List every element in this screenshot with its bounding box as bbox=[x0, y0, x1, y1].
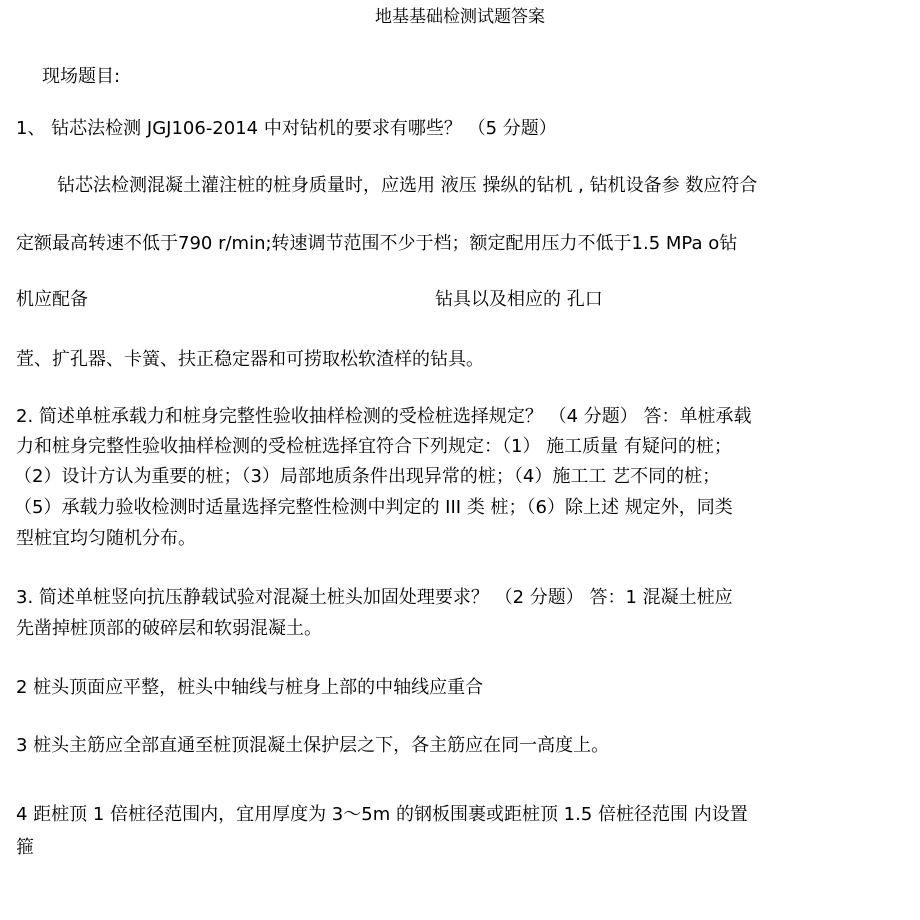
q1-answer-line-3-right: 钻具以及相应的 孔口 bbox=[435, 289, 603, 310]
q3-line-1: 3. 简述单桩竖向抗压静载试验对混凝土桩头加固处理要求？ （2 分题） 答：1 混凝土桩应 bbox=[16, 587, 733, 608]
q1-answer-line-3-left: 机应配备 bbox=[16, 289, 88, 310]
q2-line-4: （5）承载力验收检测时适量选择完整性检测中判定的 III 类 桩；（6）除上述 规定外，同类 bbox=[14, 497, 733, 518]
q3-item-3: 3 桩头主筋应全部直通至桩顶混凝土保护层之下，各主筋应在同一高度上。 bbox=[16, 735, 610, 756]
document-title: 地基基础检测试题答案 bbox=[375, 7, 545, 27]
q3-line-2: 先凿掉桩顶部的破碎层和软弱混凝土。 bbox=[16, 618, 322, 639]
q1-answer-line-4: 萓、扩孔器、卡簧、扶正稳定器和可捞取松软渣样的钻具。 bbox=[16, 349, 484, 370]
q1-answer-line-2: 定额最高转速不低于790 r/min;转速调节范围不少于档；额定配用压力不低于1.5 MPa o钻 bbox=[16, 233, 738, 254]
q2-line-2: 力和桩身完整性验收抽样检测的受检桩选择宜符合下列规定：（1） 施工质量 有疑问的桩； bbox=[16, 436, 732, 457]
q3-item-4-line-2: 箍 bbox=[16, 837, 34, 858]
q1-answer-line-1: 钻芯法检测混凝土灌注桩的桩身质量时，应选用 液压 操纵的钻机 , 钻机设备参 数应符合 bbox=[57, 175, 758, 196]
q3-item-4-line-1: 4 距桩顶 1 倍桩径范围内，宜用厚度为 3〜5m 的钢板围裹或距桩顶 1.5 倍桩径范围 内设置 bbox=[16, 804, 748, 825]
q3-item-2: 2 桩头顶面应平整，桩头中轴线与桩身上部的中轴线应重合 bbox=[16, 677, 484, 698]
section-heading: 现场题目: bbox=[42, 66, 121, 87]
q1-question: 1、 钻芯法检测 JGJ106-2014 中对钻机的要求有哪些？ （5 分题） bbox=[16, 118, 557, 139]
q2-line-1: 2. 简述单桩承载力和桩身完整性验收抽样检测的受检桩选择规定？ （4 分题） 答：单桩承载 bbox=[16, 406, 752, 427]
q2-line-5: 型桩宜均匀随机分布。 bbox=[16, 528, 196, 549]
q2-line-3: （2）设计方认为重要的桩；（3）局部地质条件出现异常的桩；（4）施工工 艺不同的桩； bbox=[14, 466, 721, 487]
